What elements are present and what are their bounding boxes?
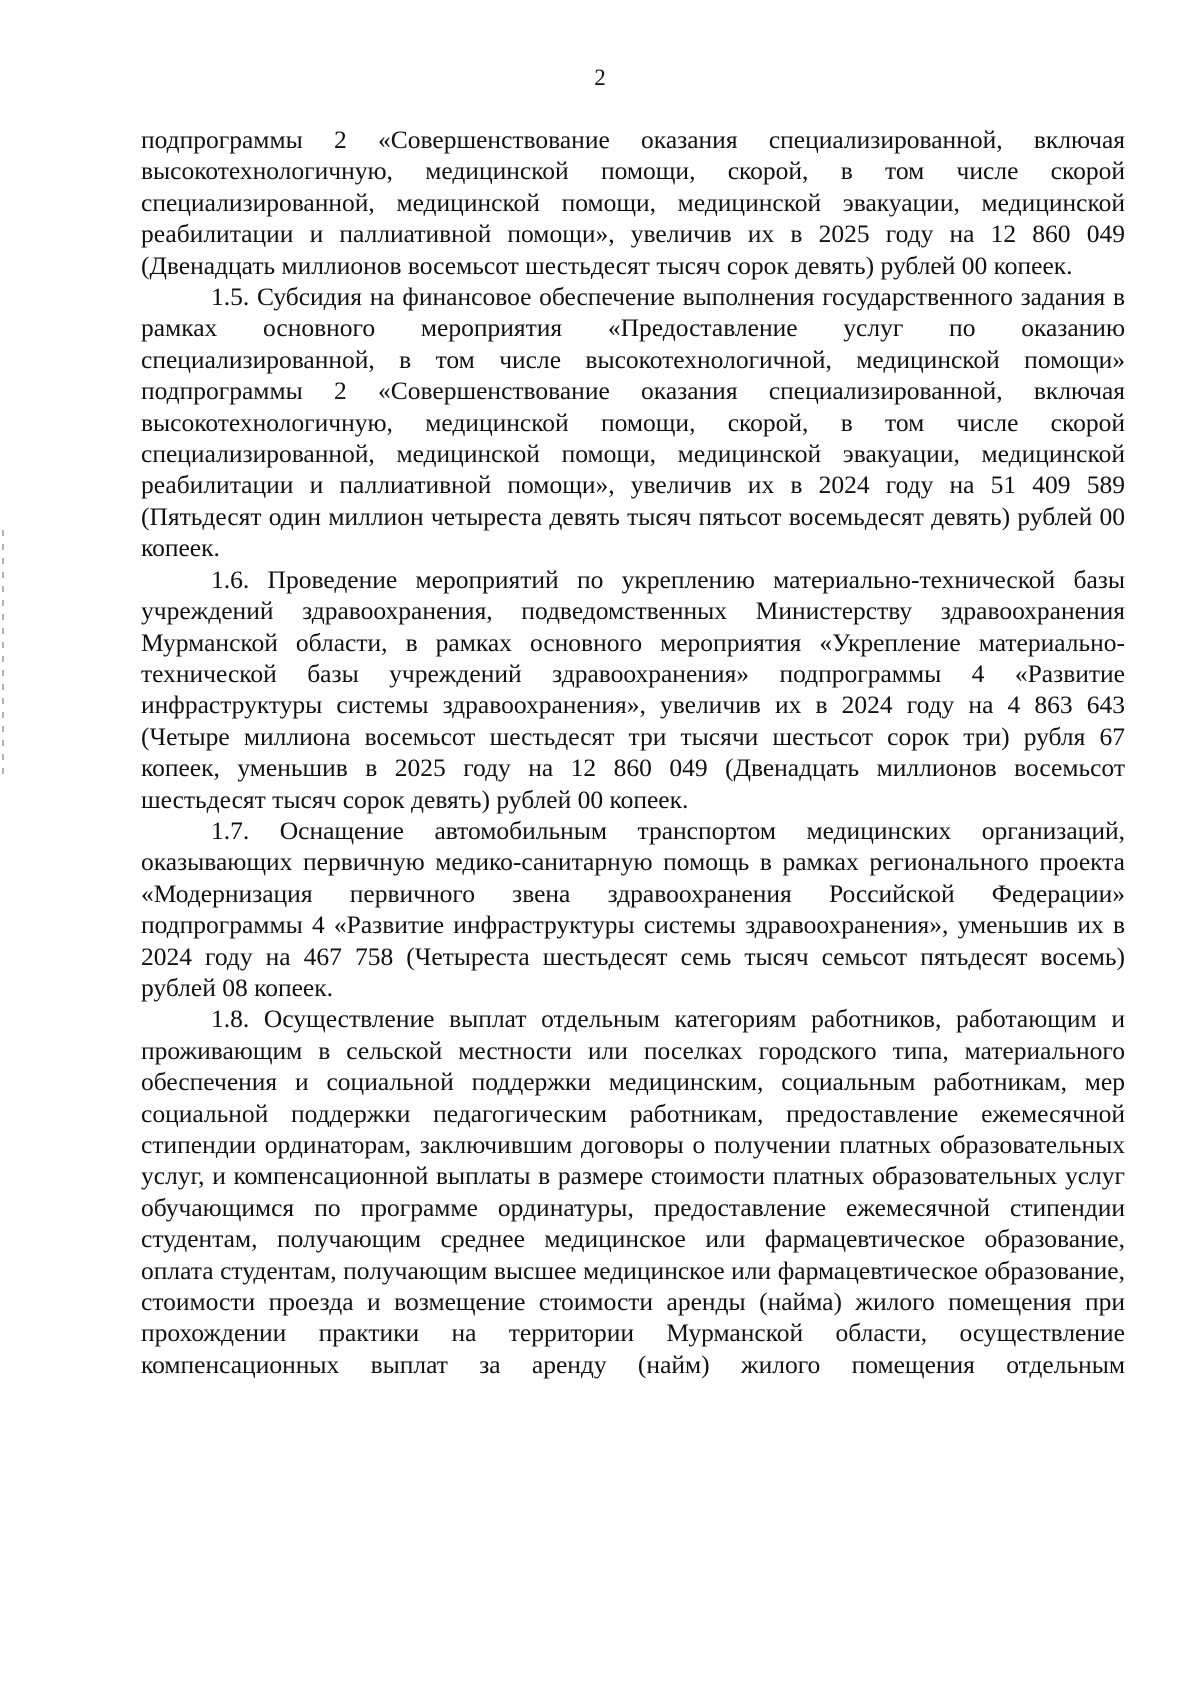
paragraph-1-5: 1.5. Субсидия на финансовое обеспечение выполнения государственного задания в рамках основного мероприятия «Предоставление услуг по оказанию специализированной, в том числе высокотехнологичной, медицинской помощи» подпрограммы 2 «Совершенствование оказания специализированной, включая высокотехнологичную, медицинской помощи, скорой, в том числе скорой специализированной, медицинской помощи, медицинской эвакуации, медицинской реабилитации и паллиативной помощи», увеличив их в 2024 году на 51 409 589 (Пятьдесят один миллион четыреста девять тысяч пятьсот восемьдесят девять) рублей 00 копеек. [141, 282, 1125, 563]
paragraph-1-8: 1.8. Осуществление выплат отдельным категориям работников, работающим и проживающим в сельской местности или поселках городского типа, материального обеспечения и социальной поддержки медицинским, социальным работникам, мер социальной поддержки педагогическим работникам, предоставление ежемесячной стипендии ординаторам, заключившим договоры о получении платных образовательных услуг, и компенсационной выплаты в размере стоимости платных образовательных услуг обучающимся по программе ординатуры, предоставление ежемесячной стипендии студентам, получающим среднее медицинское или фармацевтическое образование, оплата студентам, получающим высшее медицинское или фармацевтическое образование, стоимости проезда и возмещение стоимости аренды (найма) жилого помещения при прохождении практики на территории Мурманской области, осуществление компенсационных выплат за аренду (найм) жилого помещения отдельным [141, 1004, 1125, 1379]
paragraph-1-6: 1.6. Проведение мероприятий по укреплению материально-технической базы учреждений здравоохранения, подведомственных Министерству здравоохранения Мурманской области, в рамках основного мероприятия «Укрепление материально-технической базы учреждений здравоохранения» подпрограммы 4 «Развитие инфраструктуры системы здравоохранения», увеличив их в 2024 году на 4 863 643 (Четыре миллиона восемьсот шестьдесят три тысячи шестьсот сорок три) рубля 67 копеек, уменьшив в 2025 году на 12 860 049 (Двенадцать миллионов восемьсот шестьдесят тысяч сорок девять) рублей 00 копеек. [141, 564, 1125, 814]
paragraph-1-7: 1.7. Оснащение автомобильным транспортом медицинских организаций, оказывающих первичную медико-санитарную помощь в рамках регионального проекта «Модернизация первичного звена здравоохранения Российской Федерации» подпрограммы 4 «Развитие инфраструктуры системы здравоохранения», уменьшив их в 2024 году на 467 758 (Четыреста шестьдесят семь тысяч семьсот пятьдесят восемь) рублей 08 копеек. [141, 815, 1125, 1002]
page-number: 2 [594, 65, 606, 90]
document-body [141, 124, 1125, 1380]
paragraph-continuation: подпрограммы 2 «Совершенствование оказания специализированной, включая высокотехнологичную, медицинской помощи, скорой, в том числе скорой специализированной, медицинской помощи, медицинской эвакуации, медицинской реабилитации и паллиативной помощи», увеличив их в 2025 году на 12 860 049 (Двенадцать миллионов восемьсот шестьдесят тысяч сорок девять) рублей 00 копеек. [141, 125, 1125, 280]
scan-margin-mark [2, 530, 4, 778]
